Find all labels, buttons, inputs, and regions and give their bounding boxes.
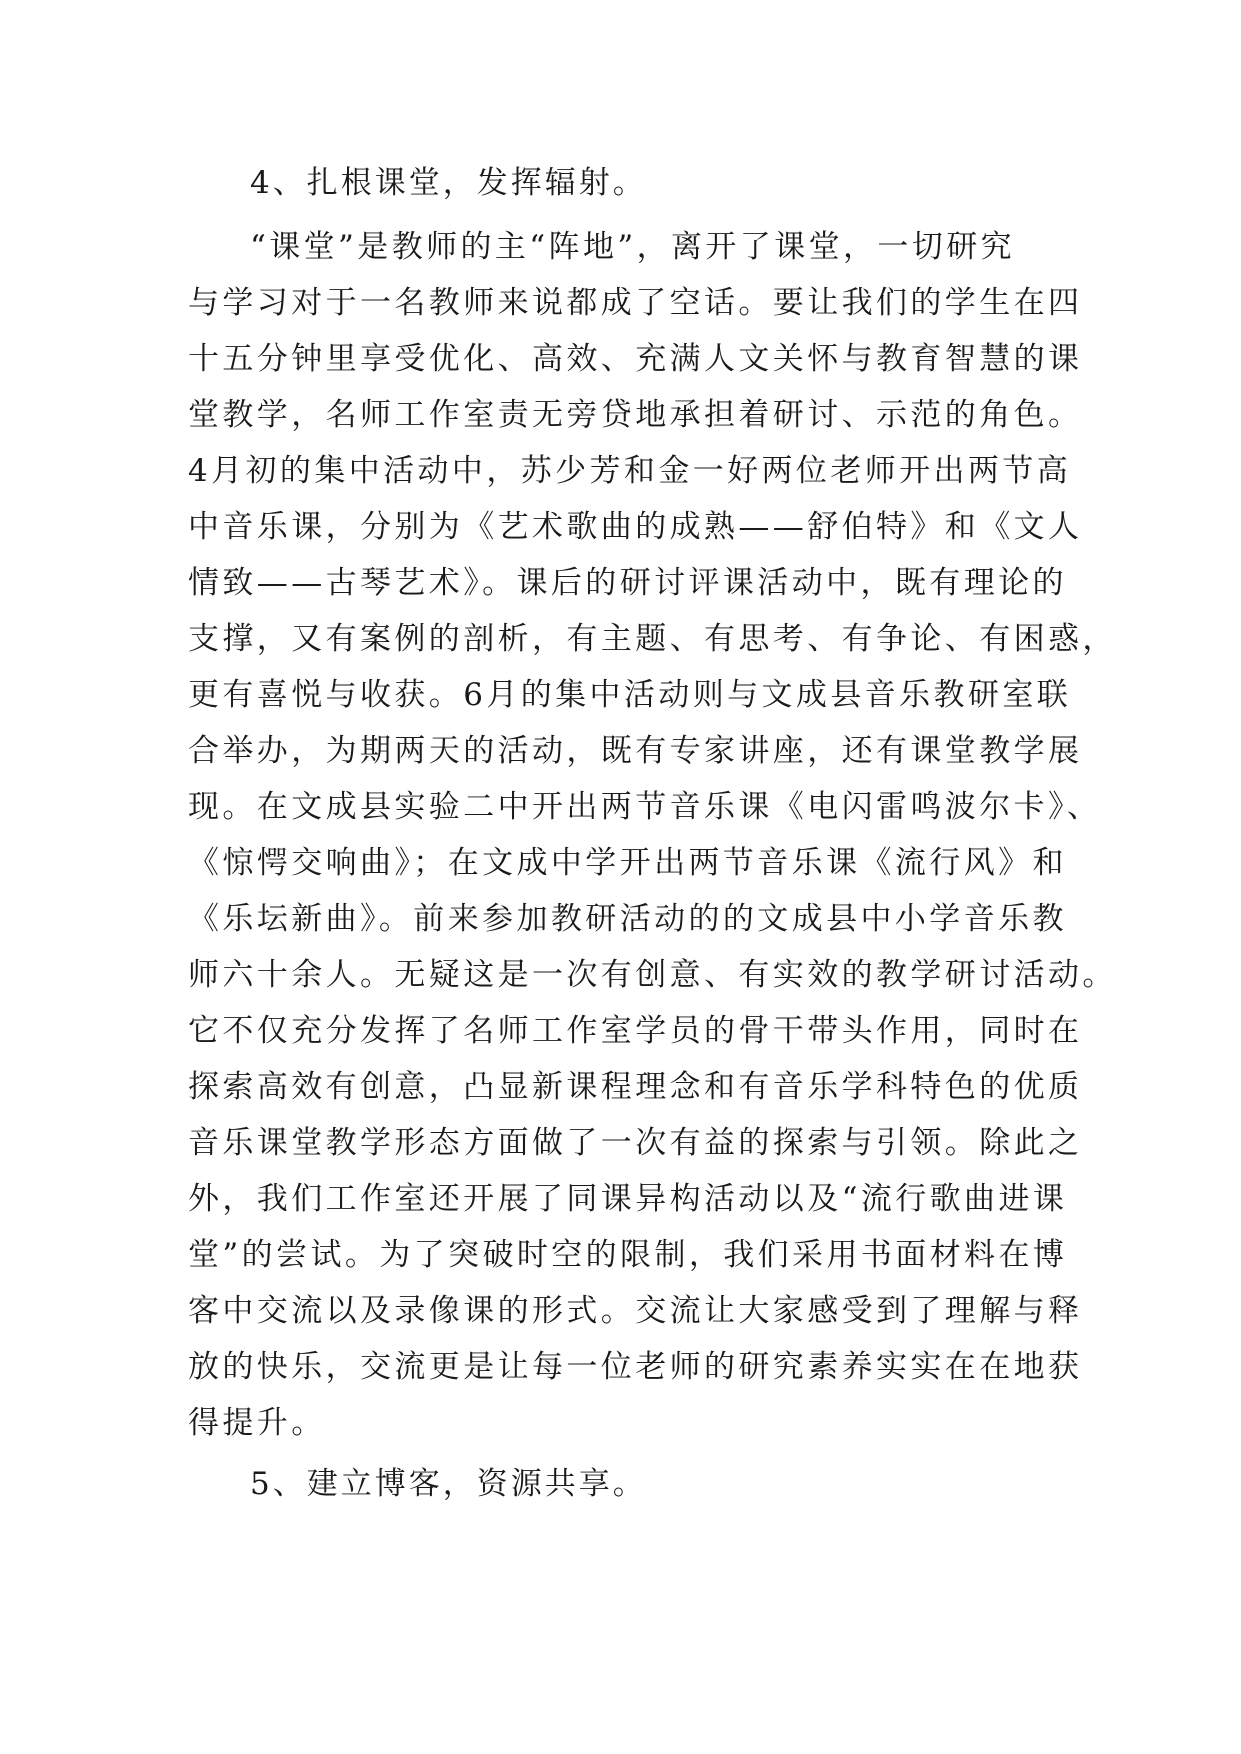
paragraph-line: 合举办，为期两天的活动，既有专家讲座，还有课堂教学展 [188,733,1083,769]
section-heading-5: 5、建立博客，资源共享。 [250,1466,647,1502]
paragraph-line: 更有喜悦与收获。6月的集中活动则与文成县音乐教研室联 [188,677,1072,713]
paragraph-line: 支撑，又有案例的剖析，有主题、有思考、有争论、有困惑， [188,621,1117,657]
paragraph-line: 情致——古琴艺术》。课后的研讨评课活动中，既有理论的 [188,565,1067,601]
paragraph-line: 堂”的尝试。为了突破时空的限制，我们采用书面材料在博 [188,1237,1068,1273]
paragraph-line: “课堂”是教师的主“阵地”，离开了课堂，一切研究 [250,229,1015,265]
paragraph-line: 外，我们工作室还开展了同课异构活动以及“流行歌曲进课 [188,1181,1068,1217]
paragraph-line: 得提升。 [188,1405,326,1441]
paragraph-line: 现。在文成县实验二中开出两节音乐课《电闪雷鸣波尔卡》、 [188,789,1102,825]
paragraph-line: 探索高效有创意，凸显新课程理念和有音乐学科特色的优质 [188,1069,1083,1105]
paragraph-line: 《惊愕交响曲》；在文成中学开出两节音乐课《流行风》和 [188,845,1067,881]
paragraph-line: 堂教学，名师工作室责无旁贷地承担着研讨、示范的角色。 [188,397,1083,433]
paragraph-line: 《乐坛新曲》。前来参加教研活动的的文成县中小学音乐教 [188,901,1067,937]
section-heading-4: 4、扎根课堂，发挥辐射。 [250,165,647,201]
paragraph-line: 它不仅充分发挥了名师工作室学员的骨干带头作用，同时在 [188,1013,1083,1049]
paragraph-line: 放的快乐，交流更是让每一位老师的研究素养实实在在地获 [188,1349,1083,1385]
paragraph-line: 中音乐课，分别为《艺术歌曲的成熟——舒伯特》和《文人 [188,509,1083,545]
paragraph-line: 师六十余人。无疑这是一次有创意、有实效的教学研讨活动。 [188,957,1117,993]
paragraph-line: 音乐课堂教学形态方面做了一次有益的探索与引领。除此之 [188,1125,1083,1161]
paragraph-line: 十五分钟里享受优化、高效、充满人文关怀与教育智慧的课 [188,341,1083,377]
paragraph-line: 客中交流以及录像课的形式。交流让大家感受到了理解与释 [188,1293,1083,1329]
paragraph-line: 4月初的集中活动中，苏少芳和金一好两位老师开出两节高 [188,453,1072,489]
paragraph-line: 与学习对于一名教师来说都成了空话。要让我们的学生在四 [188,285,1083,321]
